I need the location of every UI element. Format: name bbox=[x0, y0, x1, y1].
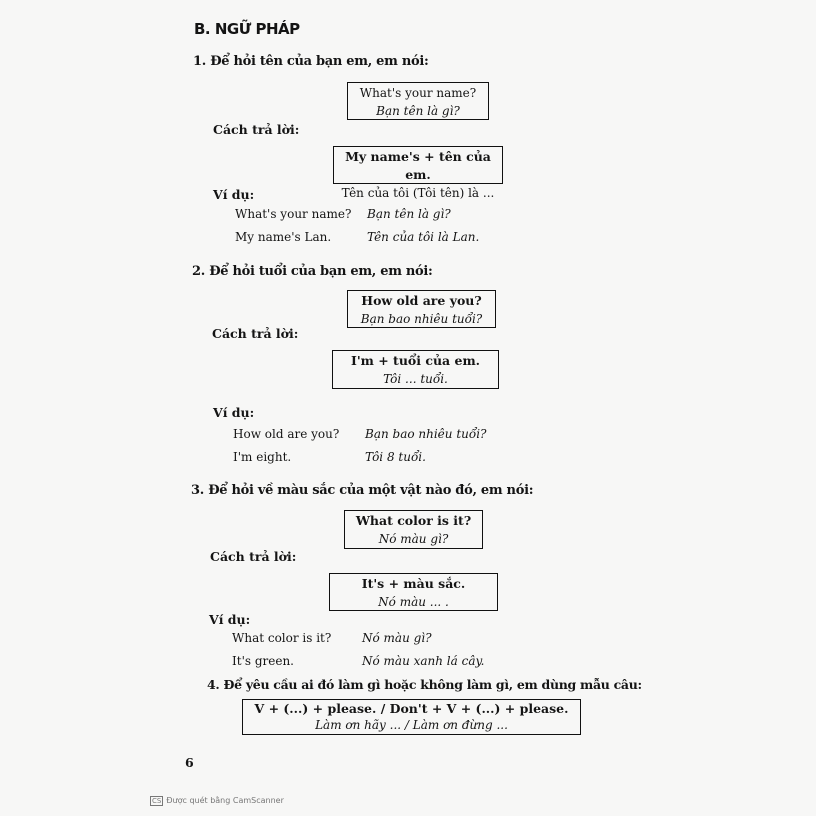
s2-ex2-vi: Tôi 8 tuổi. bbox=[365, 450, 426, 464]
s2-ex1-en: How old are you? bbox=[233, 427, 340, 441]
camscanner-logo-icon: CS bbox=[152, 797, 162, 805]
s1-answer-label: Cách trả lời: bbox=[213, 122, 300, 137]
s2-example-label: Ví dụ: bbox=[213, 405, 255, 420]
s1-ex2-en: My name's Lan. bbox=[235, 230, 332, 244]
s2-q-vi: Bạn bao nhiêu tuổi? bbox=[360, 312, 483, 326]
s1-question-box bbox=[347, 82, 489, 120]
s1-a-en: My name's + tên của em. bbox=[345, 149, 491, 182]
s3-ex2-en: It's green. bbox=[232, 654, 294, 668]
s3-answer-label: Cách trả lời: bbox=[210, 549, 297, 564]
s2-answer-label: Cách trả lời: bbox=[212, 326, 299, 341]
s2-q-en: How old are you? bbox=[361, 293, 482, 308]
s3-question-box bbox=[344, 510, 483, 549]
s1-example-label: Ví dụ: bbox=[213, 187, 255, 202]
scanner-footer bbox=[150, 796, 284, 806]
s3-example-label: Ví dụ: bbox=[209, 612, 251, 627]
s1-a-vi: Tên của tôi (Tôi tên) là ... bbox=[341, 186, 495, 200]
s2-ex2-en: I'm eight. bbox=[233, 450, 292, 464]
section-title: B. NGỮ PHÁP bbox=[194, 20, 300, 38]
s2-a-vi: Tôi ... tuổi. bbox=[383, 372, 448, 386]
s4-heading: 4. Để yêu cầu ai đó làm gì hoặc không làm gì, em dùng mẫu câu: bbox=[207, 677, 642, 692]
s1-heading: 1. Để hỏi tên của bạn em, em nói: bbox=[193, 54, 429, 69]
s1-answer-box bbox=[333, 146, 503, 200]
s2-a-en: I'm + tuổi của em. bbox=[350, 353, 481, 368]
s3-ex1-vi: Nó màu gì? bbox=[362, 631, 432, 645]
s1-ex1-en: What's your name? bbox=[235, 207, 352, 221]
s3-ex2-vi: Nó màu xanh lá cây. bbox=[362, 654, 485, 668]
s2-answer-box bbox=[332, 350, 499, 389]
s3-q-en: What color is it? bbox=[355, 513, 472, 528]
s3-a-vi: Nó màu ... . bbox=[378, 595, 449, 609]
footer-text: Được quét bằng CamScanner bbox=[166, 796, 284, 805]
s4-pattern-vi: Làm ơn hãy ... / Làm ơn đừng ... bbox=[315, 718, 508, 732]
s2-heading: 2. Để hỏi tuổi của bạn em, em nói: bbox=[192, 264, 433, 279]
s2-ex1-vi: Bạn bao nhiêu tuổi? bbox=[365, 427, 487, 441]
s3-q-vi: Nó màu gì? bbox=[378, 532, 449, 546]
s3-heading: 3. Để hỏi về màu sắc của một vật nào đó, em nói: bbox=[191, 483, 534, 498]
s3-a-en: It's + màu sắc. bbox=[361, 576, 466, 591]
s4-pattern-en: V + (...) + please. / Don't + V + (...) + please. bbox=[254, 701, 569, 716]
s3-ex1-en: What color is it? bbox=[232, 631, 332, 645]
s2-question-box bbox=[347, 290, 496, 328]
s1-ex1-vi: Bạn tên là gì? bbox=[367, 207, 451, 221]
page-number: 6 bbox=[185, 755, 194, 770]
s1-q-en: What's your name? bbox=[359, 86, 477, 100]
s4-pattern-box bbox=[242, 699, 581, 735]
s3-answer-box bbox=[329, 573, 498, 611]
s1-ex2-vi: Tên của tôi là Lan. bbox=[367, 230, 480, 244]
s1-q-vi: Bạn tên là gì? bbox=[376, 104, 460, 118]
